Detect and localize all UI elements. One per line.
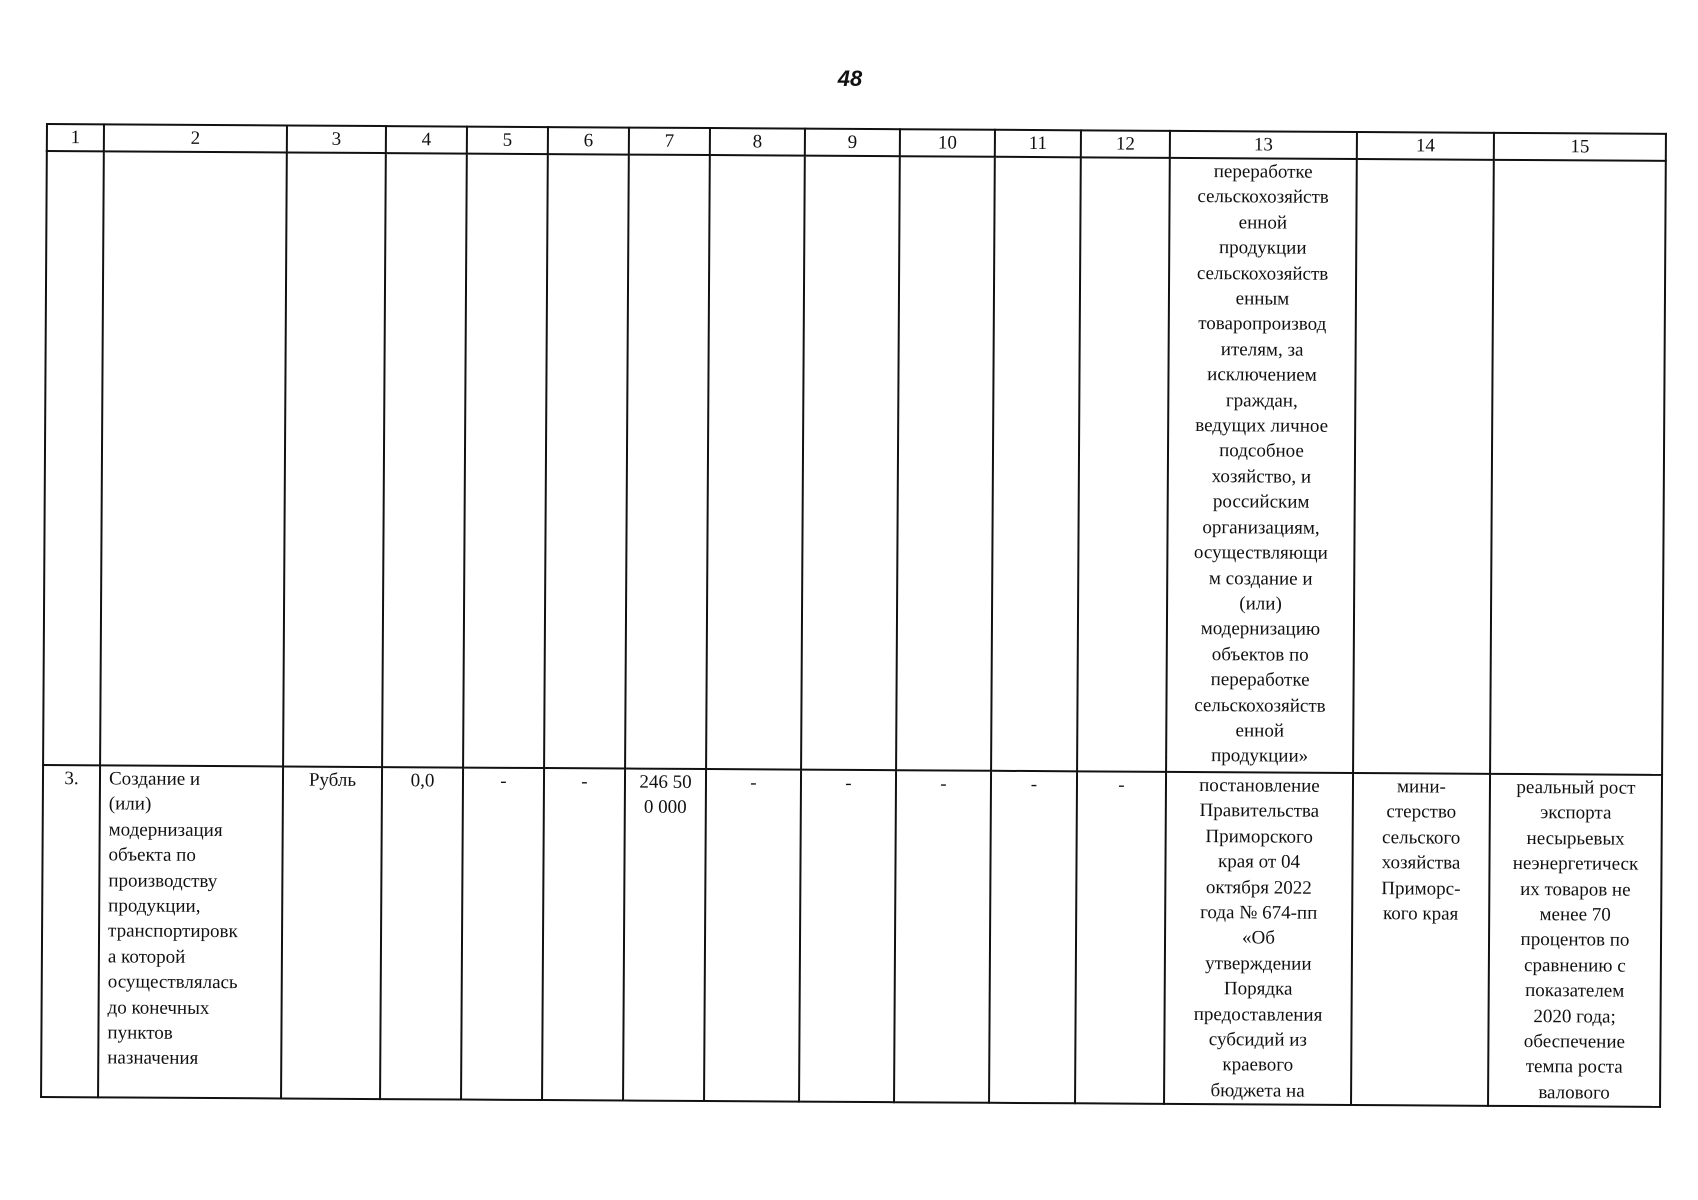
unit-cell: Рубль <box>281 766 382 1099</box>
value-cell-5: - <box>461 768 544 1101</box>
header-cell-10: 10 <box>900 129 995 157</box>
header-cell-11: 11 <box>995 130 1081 158</box>
cell-empty <box>1353 159 1494 774</box>
value-cell-9: - <box>799 770 896 1103</box>
cell-empty <box>544 154 629 768</box>
header-cell-6: 6 <box>548 127 629 154</box>
header-cell-9: 9 <box>805 129 900 157</box>
cell-empty <box>463 154 548 768</box>
header-cell-4: 4 <box>386 126 467 153</box>
legal-basis-continuation: переработке сельскохозяйств енной продукции сельскохозяйств енным товаропроизвод ителям, за исключением граждан, ведущих личное подсобное хозяйство, и российским организациям, осуществляющи м создание и (или) модернизацию объектов по переработке сельскохозяйств енной продукции» <box>1166 158 1357 773</box>
cell-empty <box>43 151 104 765</box>
cell-empty <box>100 151 287 766</box>
header-cell-2: 2 <box>104 124 287 152</box>
expected-result-cell: реальный рост экспорта несырьевых неэнергетическ их товаров не менее 70 процентов по сравнению с показателем 2020 года; обеспечение темпа роста валового <box>1488 774 1662 1107</box>
responsible-body-cell: мини- стерство сельского хозяйства Приморс- кого края <box>1351 773 1490 1106</box>
header-cell-8: 8 <box>710 128 805 156</box>
header-cell-12: 12 <box>1081 130 1170 158</box>
cell-empty <box>706 155 805 770</box>
table-row-continuation <box>43 151 1666 775</box>
value-cell-10: - <box>894 770 991 1103</box>
cell-empty <box>382 153 467 767</box>
header-cell-14: 14 <box>1357 132 1494 160</box>
cell-empty <box>1077 157 1170 772</box>
value-cell-4: 0,0 <box>380 767 463 1100</box>
cell-empty <box>1490 160 1666 775</box>
header-cell-13: 13 <box>1170 131 1357 159</box>
value-cell-12: - <box>1075 771 1166 1104</box>
value-cell-8: - <box>704 769 801 1102</box>
header-cell-3: 3 <box>287 125 386 153</box>
header-cell-15: 15 <box>1494 133 1666 161</box>
data-table <box>40 123 1667 1108</box>
value-cell-7: 246 50 0 000 <box>623 769 706 1102</box>
cell-empty <box>801 156 900 771</box>
table-row <box>41 765 1662 1107</box>
page-number: 48 <box>837 66 863 91</box>
cell-empty <box>991 157 1081 772</box>
header-cell-7: 7 <box>629 128 710 155</box>
value-cell-6: - <box>542 768 625 1101</box>
cell-empty <box>896 156 995 771</box>
value-cell-11: - <box>989 771 1077 1104</box>
row-number: 3. <box>41 765 100 1098</box>
item-name: Создание и (или) модернизация объекта по производству продукции, транспортировк а которой осуществлялась до конечных пунктов назначения <box>98 765 283 1098</box>
header-cell-5: 5 <box>467 127 548 154</box>
legal-basis-cell: постановление Правительства Приморского края от 04 октября 2022 года № 674-пп «Об утверждении Порядка предоставления субсидий из краевого бюджета на <box>1164 772 1353 1105</box>
cell-empty <box>283 152 386 767</box>
header-cell-1: 1 <box>47 124 104 151</box>
cell-empty <box>625 155 710 769</box>
